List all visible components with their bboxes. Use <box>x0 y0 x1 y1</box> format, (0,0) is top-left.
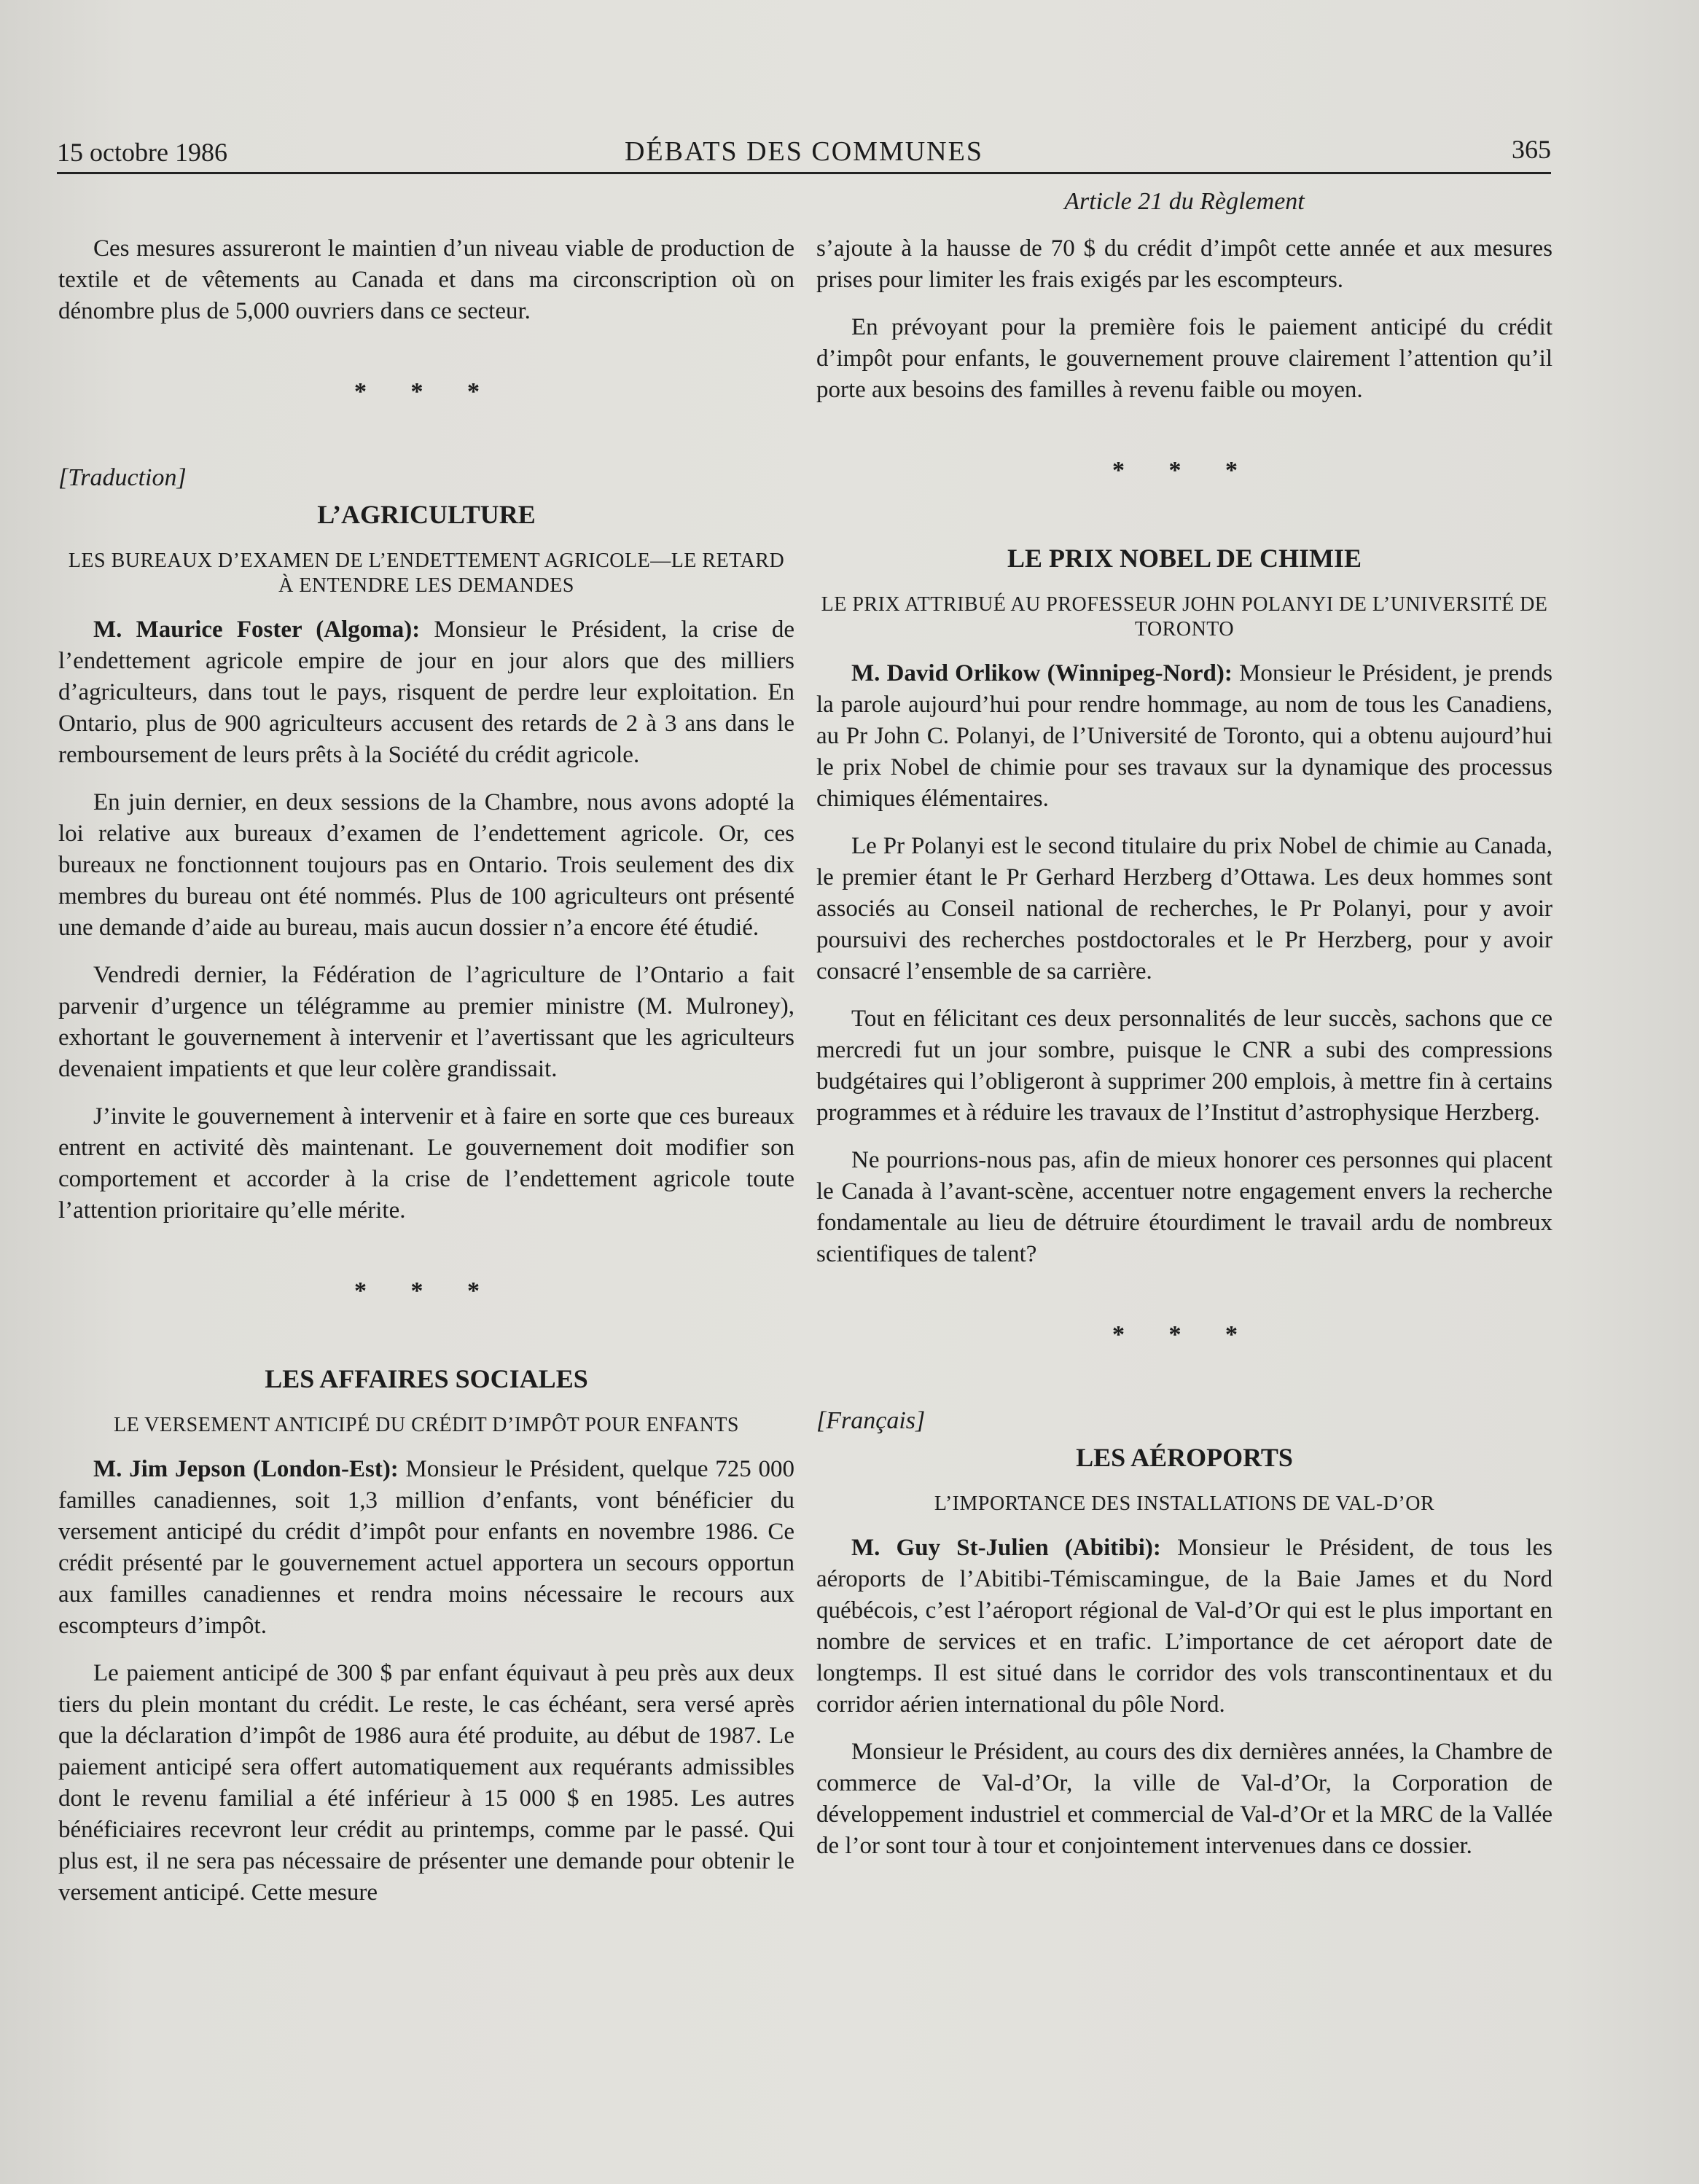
section-subtitle: L’IMPORTANCE DES INSTALLATIONS DE VAL-D’OR <box>934 1492 1435 1515</box>
header-date: 15 octobre 1986 <box>57 138 227 167</box>
page-header <box>57 131 1551 174</box>
paragraph: En juin dernier, en deux sessions de la Chambre, nous avons adopté la loi relative aux bureaux d’examen de l’endettement agricole. Or, ces bureaux ne fonctionnent toujours pas en Ontario. Trois seulement des dix membres du bureau ont été nommés. Plus de 100 agriculteurs ont présenté une demande d’aide au bureau, mais aucun dossier n’a encore été étudié. <box>58 789 794 941</box>
section-subtitle: LE VERSEMENT ANTICIPÉ DU CRÉDIT D’IMPÔT POUR ENFANTS <box>113 1414 739 1436</box>
paragraph <box>58 1454 794 1642</box>
paragraph <box>58 614 794 771</box>
paragraph: Vendredi dernier, la Fédération de l’agriculture de l’Ontario a fait parvenir d’urgence un télégramme au premier ministre (M. Mulroney), exhortant le gouvernement à intervenir et l’avertissant que les agriculteurs devenaient impatients et que leur colère grandissait. <box>58 962 794 1082</box>
section-title: L’AGRICULTURE <box>317 500 536 529</box>
paragraph: Le Pr Polanyi est le second titulaire du prix Nobel de chimie au Canada, le premier étant le Pr Gerhard Herzberg d’Ottawa. Les deux hommes sont associés au Conseil national de recherches, le Pr Polanyi, pour y avoir poursuivi des recherches postdoctorales et le Pr Herzberg, pour y avoir consacré l’ensemble de sa carrière. <box>816 833 1552 985</box>
header-title: DÉBATS DES COMMUNES <box>625 136 983 167</box>
paragraph: Ces mesures assureront le maintien d’un niveau viable de production de textile et de vêtements au Canada et dans ma circonscription où on dénombre plus de 5,000 ouvriers dans ce secteur. <box>58 235 794 324</box>
paragraph: Ne pourrions-nous pas, afin de mieux honorer ces personnes qui placent le Canada à l’avant-scène, accentuer notre engagement envers la recherche fondamentale au lieu de détruire étourdiment le travail ardu de nombreux scientifiques de talent? <box>816 1147 1552 1267</box>
paragraph <box>816 1533 1552 1721</box>
right-column <box>816 233 1552 1878</box>
speaker-name: M. Maurice Foster (Algoma): <box>93 617 421 643</box>
paragraph: J’invite le gouvernement à intervenir et à faire en sorte que ces bureaux entrent en activité dès maintenant. Le gouvernement doit modifier son comportement et accorder à la crise de l’endettement agricole toute l’attention prioritaire qu’elle mérite. <box>58 1103 794 1224</box>
language-tag: [Français] <box>816 1407 926 1434</box>
page-number: 365 <box>1512 135 1551 164</box>
header-subheader: Article 21 du Règlement <box>1064 188 1305 215</box>
paragraph: Tout en félicitant ces deux personnalités de leur succès, sachons que ce mercredi fut un jour sombre, puisque le CNR a subi des compressions budgétaires qui l’obligeront à supprimer 200 emplois, à mettre fin à certains programmes et à réduire les travaux de l’Institut d’astrophysique Herzberg. <box>816 1006 1552 1126</box>
section-title: LES AFFAIRES SOCIALES <box>265 1364 588 1393</box>
paragraph: Le paiement anticipé de 300 $ par enfant équivaut à peu près aux deux tiers du plein montant du crédit. Le reste, le cas échéant, sera versé après que la déclaration d’impôt de 1986 aura été produite, au début de 1987. Le paiement anticipé sera offert automatiquement aux requérants admissibles dont le revenu familial a été inférieur à 15 000 $ en 1985. Les autres bénéficiaires recevront leur crédit au printemps, comme par le passé. Qui plus est, il ne sera pas nécessaire de présenter une demande pour obtenir le versement anticipé. Cette mesure <box>58 1660 794 1906</box>
speaker-name: M. Guy St-Julien (Abitibi): <box>851 1535 1161 1561</box>
section-title: LE PRIX NOBEL DE CHIMIE <box>1007 544 1362 573</box>
paragraph: Monsieur le Président, au cours des dix dernières années, la Chambre de commerce de Val-d’Or, la ville de Val-d’Or, la Corporation de développement industriel et commercial de Val-d’Or et la MRC de la Vallée de l’or sont tour à tour et conjointement intervenues dans ce dossier. <box>816 1739 1552 1859</box>
speaker-name: M. David Orlikow (Winnipeg-Nord): <box>851 660 1233 686</box>
paragraph: En prévoyant pour la première fois le paiement anticipé du crédit d’impôt pour enfants, le gouvernement prouve clairement l’attention qu’il porte aux besoins des familles à revenu faible ou moyen. <box>816 314 1552 403</box>
left-column <box>58 233 794 1925</box>
section-separator: * * * <box>1112 1321 1257 1348</box>
section-separator: * * * <box>354 1277 499 1304</box>
speech-text: Monsieur le Président, de tous les aéroports de l’Abitibi-Témiscamingue, de la Baie James et du Nord québécois, c’est l’aéroport régional de Val-d’Or qui est le plus important en nombre de services et en trafic. L’importance de cet aéroport date de longtemps. Il est situé dans le corridor des vols transcontinentaux et du corridor aérien international du pôle Nord. <box>816 1535 1553 1718</box>
section-separator: * * * <box>1112 457 1257 484</box>
section-subtitle: LES BUREAUX D’EXAMEN DE L’ENDETTEMENT AGRICOLE—LE RETARD À ENTENDRE LES DEMANDES <box>68 549 785 597</box>
section-subtitle: LE PRIX ATTRIBUÉ AU PROFESSEUR JOHN POLANYI DE L’UNIVERSITÉ DE TORONTO <box>821 593 1548 641</box>
speech-text: Monsieur le Président, quelque 725 000 familles canadiennes, soit 1,3 million d’enfants, vont bénéficier du versement anticipé du crédit d’impôt pour enfants en novembre 1986. Ce crédit présenté par le gouvernement actuel apportera un secours opportun aux familles canadiennes et rendra moins nécessaire le recours aux escompteurs d’impôt. <box>58 1456 794 1639</box>
speech-text: Monsieur le Président, je prends la parole aujourd’hui pour rendre hommage, au nom de tous les Canadiens, au Pr John C. Polanyi, de l’Université de Toronto, qui a obtenu aujourd’hui le prix Nobel de chimie pour ses travaux sur la dynamique des processus chimiques élémentaires. <box>816 660 1552 812</box>
speech-text: Monsieur le Président, la crise de l’endettement agricole empire de jour en jour alors que des milliers d’agriculteurs, dans tout le pays, risquent de perdre leur exploitation. En Ontario, plus de 900 agriculteurs accusent des retards de 2 à 3 ans dans le remboursement de leurs prêts à la Société du crédit agricole. <box>58 617 794 768</box>
paragraph: s’ajoute à la hausse de 70 $ du crédit d’impôt cette année et aux mesures prises pour limiter les frais exigés par les escompteurs. <box>816 235 1552 293</box>
section-separator: * * * <box>354 378 499 405</box>
speaker-name: M. Jim Jepson (London-Est): <box>93 1456 399 1482</box>
section-title: LES AÉROPORTS <box>1076 1443 1293 1472</box>
language-tag: [Traduction] <box>58 464 187 491</box>
paragraph <box>816 658 1552 815</box>
